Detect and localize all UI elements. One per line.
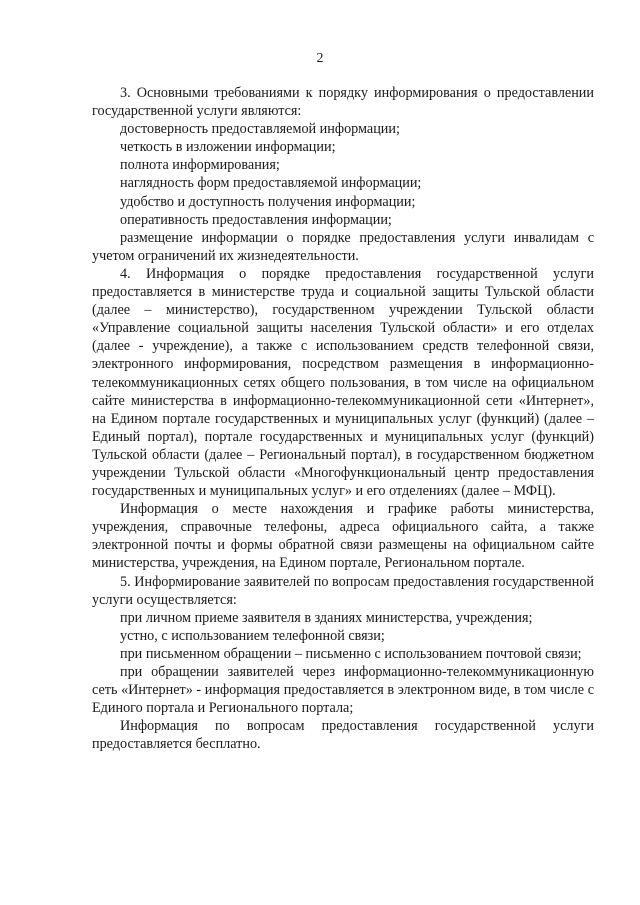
paragraph-4: 4. Информация о порядке предоставления государственной услуги предоставляется в министерстве труда и социальной защиты Тульской области (далее – министерство), государственном учреждении Тульской области «Управление социальной защиты населения Тульской области» и его отделах (далее - учреждение), а также с использованием средств телефонной связи, электронного информирования, посредством размещения в информационно-телекоммуникационных сетях общего пользования, в том числе на официальном сайте министерства в информационно-телекоммуникационной сети «Интернет», на Едином портале государственных и муниципальных услуг (функций) (далее – Единый портал), портале государственных и муниципальных услуг (функций) Тульской области (далее – Региональный портал), в государственном бюджетном учреждении Тульской области «Многофункциональный центр предоставления государственных и муниципальных услуг» и его отделениях (далее – МФЦ). xyxy=(92,265,594,500)
list-item-completeness: полнота информирования; xyxy=(120,157,280,174)
list-item-promptness: оперативность предоставления информации; xyxy=(120,211,392,228)
list-item-disabled-access: размещение информации о порядке предоставления услуги инвалидам с учетом ограничений их жизнедеятельности. xyxy=(92,229,594,264)
list-item-personal-visit: при личном приеме заявителя в зданиях министерства, учреждения; xyxy=(120,609,533,626)
list-item-visibility: наглядность форм предоставляемой информации; xyxy=(120,175,422,192)
paragraph-location-info: Информация о месте нахождения и графике работы министерства, учреждения, справочные телефоны, адреса официального сайта, а также электронной почты и формы обратной связи размещены на официальном сайте министерства, учреждения, на Едином портале, Региональном портале. xyxy=(92,501,594,572)
list-item-internet: при обращении заявителей через информационно-телекоммуникационную сеть «Интернет» - информация предоставляется в электронном виде, в том числе с Единого портала и Регионального портала; xyxy=(92,664,594,717)
paragraph-5-intro: 5. Информирование заявителей по вопросам предоставления государственной услуги осуществляется: xyxy=(92,573,594,608)
page-number: 2 xyxy=(316,51,324,66)
list-item-reliability: достоверность предоставляемой информации; xyxy=(120,121,400,138)
list-item-convenience: удобство и доступность получения информации; xyxy=(120,193,416,210)
list-item-written: при письменном обращении – письменно с использованием почтовой связи; xyxy=(120,645,582,662)
list-item-clarity: четкость в изложении информации; xyxy=(120,139,336,156)
list-item-phone: устно, с использованием телефонной связи; xyxy=(120,627,385,644)
document-body xyxy=(92,84,594,753)
paragraph-free-of-charge: Информация по вопросам предоставления государственной услуги предоставляется бесплатно. xyxy=(92,718,594,753)
paragraph-3-intro: 3. Основными требованиями к порядку информирования о предоставлении государственной услуги являются: xyxy=(92,85,594,120)
